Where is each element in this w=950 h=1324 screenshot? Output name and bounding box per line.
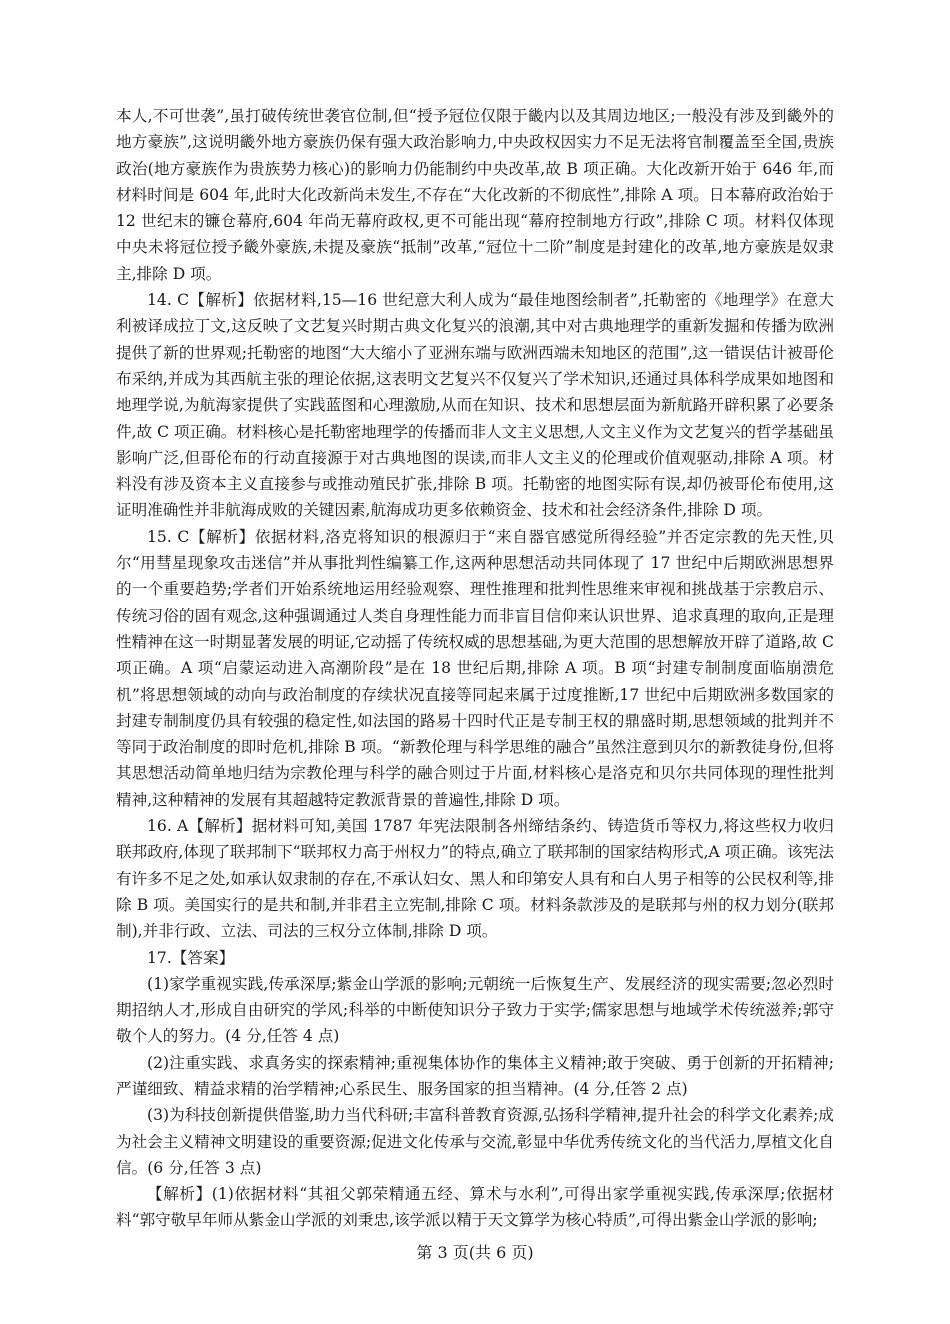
paragraph-q17-analysis: 【解析】(1)依据材料“其祖父郭荣精通五经、算术与水利”,可得出家学重视实践,传承深厚;依据材料“郭守敬早年师从紫金山学派的刘秉忠,该学派以精于天文算学为核心特质”,可得出紫金山学派的影响; — [116, 1185, 834, 1230]
paragraph-q15: 15. C【解析】依据材料,洛克将知识的根源归于“来自器官感觉所得经验”并否定宗教的先天性,贝尔“用彗星现象攻击迷信”并从事批判性编纂工作,这两种思想活动共同体现了 17 世纪中后期欧洲思想界的一个重要趋势;学者们开始系统地运用经验观察、理性推理和批判性思维来审视和挑战基于宗教启示、传统习俗的固有观念,这种强调通过人类自身理性能力而非盲目信仰来认识世界、追求真理的取向,正是理性精神在这一时期显著发展的明证,它动摇了传统权威的思想基础,为更大范围的思想解放开辟了道路,故 C 项正确。A 项“启蒙运动进入高潮阶段”是在 18 世纪后期,排除 A 项。B 项“封建专制制度面临崩溃危机”将思想领域的动向与政治制度的存续状况直接等同起来属于过度推断,17 世纪中后期欧洲多数国家的封建专制制度仍具有较强的稳定性,如法国的路易十四时代正是专制王权的鼎盛时期,思想领域的批判并不等同于政治制度的即时危机,排除 B 项。“新教伦理与科学思维的融合”虽然注意到贝尔的新教徒身份,但将其思想活动简单地归结为宗教伦理与科学的融合则过于片面,材料核心是洛克和贝尔共同体现的理性批判精神,这种精神的发展有其超越特定教派背景的普遍性,排除 D 项。 — [116, 527, 834, 809]
paragraph-q17-answer-3: (3)为科技创新提供借鉴,助力当代科研;丰富科普教育资源,弘扬科学精神,提升社会的科学文化素养;成为社会主义精神文明建设的重要资源;促进文化传承与交流,彰显中华优秀传统文化的当代活力,厚植文化自信。(6 分,任答 3 点) — [116, 1106, 834, 1177]
paragraph-q14: 14. C【解析】依据材料,15—16 世纪意大利人成为“最佳地图绘制者”,托勒密的《地理学》在意大利被译成拉丁文,这反映了文艺复兴时期古典文化复兴的浪潮,其中对古典地理学的重新发掘和传播为欧洲提供了新的世界观;托勒密的地图“大大缩小了亚洲东端与欧洲西端未知地区的范围”,这一错误估计被哥伦布采纳,并成为其西航主张的理论依据,这表明文艺复兴不仅复兴了学术知识,还通过具体科学成果如地图和地理学说,为航海家提供了实践蓝图和心理激励,从而在知识、技术和思想层面为新航路开辟积累了必要条件,故 C 项正确。材料核心是托勒密地理学的传播而非人文主义思想,人文主义作为文艺复兴的哲学基础虽影响广泛,但哥伦布的行动直接源于对古典地图的误读,而非人文主义的伦理或价值观驱动,排除 A 项。材料没有涉及资本主义直接参与或推动殖民扩张,排除 B 项。托勒密的地图实际有误,却仍被哥伦布使用,这证明准确性并非航海成败的关键因素,航海成功更多依赖资金、技术和社会经济条件,排除 D 项。 — [116, 291, 834, 520]
paragraph-q17-answer-2: (2)注重实践、求真务实的探索精神;重视集体协作的集体主义精神;敢于突破、勇于创新的开拓精神;严谨细致、精益求精的治学精神;心系民生、服务国家的担当精神。(4 分,任答 2 点) — [116, 1053, 834, 1098]
page-content — [116, 103, 834, 1234]
page-number-footer: 第 3 页(共 6 页) — [416, 1243, 534, 1262]
paragraph-continuation: 本人,不可世袭”,虽打破传统世袭官位制,但“授予冠位仅限于畿内以及其周边地区;一般没有涉及到畿外的地方豪族”,这说明畿外地方豪族仍保有强大政治影响力,中央政权因实力不足无法将官制覆盖至全国,贵族政治(地方豪族作为贵族势力核心)的影响力仍能制约中央改革,故 B 项正确。大化改新开始于 646 年,而材料时间是 604 年,此时大化改新尚未发生,不存在“大化改新的不彻底性”,排除 A 项。日本幕府政治始于 12 世纪末的镰仓幕府,604 年尚无幕府政权,更不可能出现“幕府控制地方行政”,排除 C 项。材料仅体现中央未将冠位授予畿外豪族,未提及豪族“抵制”改革,“冠位十二阶”制度是封建化的改革,地方豪族是奴隶主,排除 D 项。 — [116, 107, 834, 283]
paragraph-q17-answer-1: (1)家学重视实践,传承深厚;紫金山学派的影响;元朝统一后恢复生产、发展经济的现实需要;忽必烈时期招纳人才,形成自由研究的学风;科举的中断使知识分子致力于实学;儒家思想与地域学术传统滋养;郭守敬个人的努力。(4 分,任答 4 点) — [116, 974, 834, 1046]
paragraph-q17-heading: 17.【答案】 — [147, 948, 235, 967]
paragraph-q16: 16. A【解析】据材料可知,美国 1787 年宪法限制各州缔结条约、铸造货币等权力,将这些权力收归联邦政府,体现了联邦制下“联邦权力高于州权力”的特点,确立了联邦制的国家结构形式,A 项正确。该宪法有许多不足之处,如承认奴隶制的存在,不承认妇女、黑人和印第安人具有和白人男子相等的公民权利等,排除 B 项。美国实行的是共和制,并非君主立宪制,排除 C 项。材料条款涉及的是联邦与州的权力划分(联邦制),并非行政、立法、司法的三权分立体制,排除 D 项。 — [116, 817, 834, 941]
